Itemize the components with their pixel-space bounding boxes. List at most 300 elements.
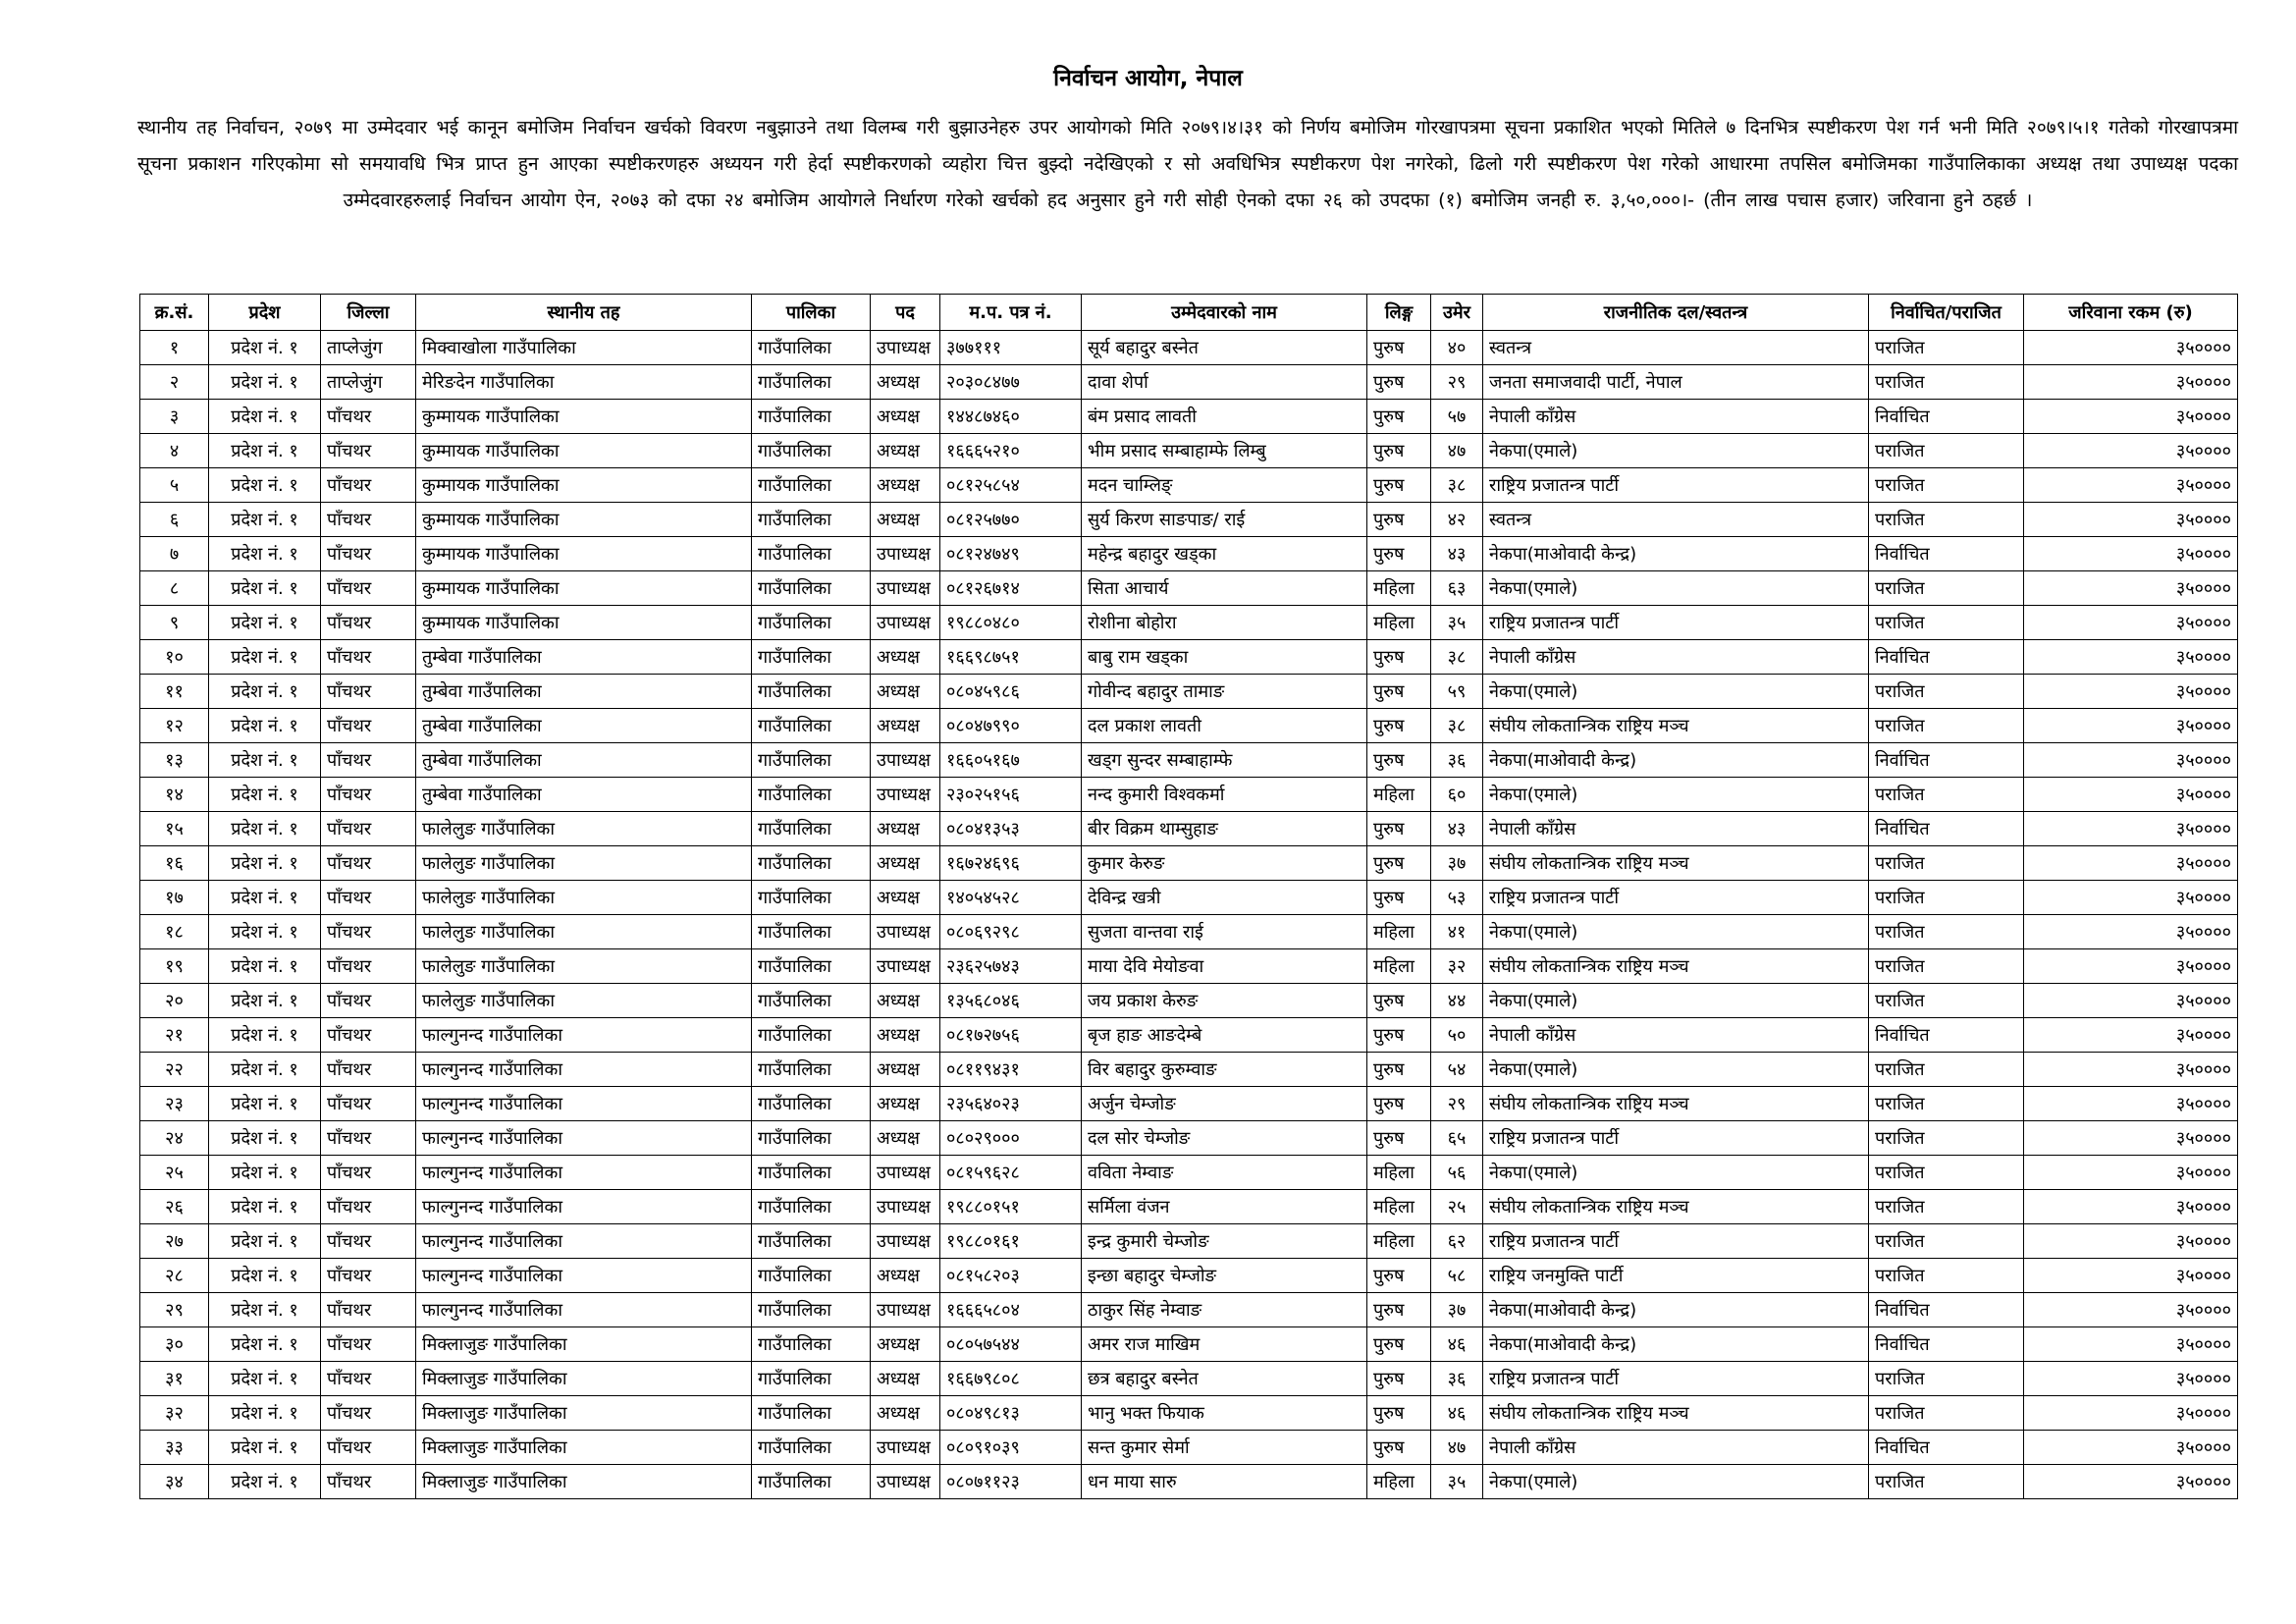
cell-local-level: फालेलुङ गाउँपालिका — [416, 881, 752, 915]
cell-province: प्रदेश नं. १ — [209, 984, 321, 1018]
cell-sn: ३२ — [140, 1396, 209, 1431]
table-row — [140, 365, 2238, 400]
cell-age: ६२ — [1431, 1224, 1483, 1259]
cell-local-level: कुम्मायक गाउँपालिका — [416, 571, 752, 606]
cell-fine: ३५०००० — [2024, 571, 2238, 606]
cell-district: पाँचथर — [321, 1053, 416, 1087]
cell-district: पाँचथर — [321, 571, 416, 606]
cell-post: उपाध्यक्ष — [871, 331, 940, 365]
cell-result: पराजित — [1869, 1053, 2024, 1087]
cell-fine: ३५०००० — [2024, 846, 2238, 881]
cell-local-level: मिक्लाजुङ गाउँपालिका — [416, 1327, 752, 1362]
cell-result: निर्वाचित — [1869, 1327, 2024, 1362]
cell-candidate-name: सुजता वान्तवा राई — [1082, 915, 1367, 949]
cell-palika: गाउँपालिका — [752, 1465, 871, 1499]
cell-district: ताप्लेजुंग — [321, 331, 416, 365]
cell-district: पाँचथर — [321, 1121, 416, 1156]
cell-local-level: तुम्बेवा गाउँपालिका — [416, 640, 752, 675]
cell-result: पराजित — [1869, 1121, 2024, 1156]
cell-candidate-name: गोवीन्द बहादुर तामाङ — [1082, 675, 1367, 709]
cell-local-level: फालेलुङ गाउँपालिका — [416, 812, 752, 846]
cell-palika: गाउँपालिका — [752, 1190, 871, 1224]
cell-voter-id: २३०२५१५६ — [940, 778, 1082, 812]
cell-post: अध्यक्ष — [871, 812, 940, 846]
cell-age: ५७ — [1431, 400, 1483, 434]
cell-result: पराजित — [1869, 1156, 2024, 1190]
cell-palika: गाउँपालिका — [752, 503, 871, 537]
cell-voter-id: ३७७१११ — [940, 331, 1082, 365]
cell-district: पाँचथर — [321, 778, 416, 812]
table-row — [140, 1293, 2238, 1327]
cell-age: ३२ — [1431, 949, 1483, 984]
header-gender: लिङ्ग — [1367, 295, 1431, 331]
cell-local-level: फालेलुङ गाउँपालिका — [416, 984, 752, 1018]
cell-sn: ३१ — [140, 1362, 209, 1396]
cell-district: पाँचथर — [321, 812, 416, 846]
cell-sn: ६ — [140, 503, 209, 537]
cell-sn: २३ — [140, 1087, 209, 1121]
cell-result: पराजित — [1869, 606, 2024, 640]
cell-gender: पुरुष — [1367, 1121, 1431, 1156]
cell-post: उपाध्यक्ष — [871, 1293, 940, 1327]
cell-palika: गाउँपालिका — [752, 468, 871, 503]
cell-gender: पुरुष — [1367, 709, 1431, 743]
cell-voter-id: १४४८७४६० — [940, 400, 1082, 434]
cell-party: नेकपा(माओवादी केन्द्र) — [1483, 1293, 1869, 1327]
header-party: राजनीतिक दल/स्वतन्त्र — [1483, 295, 1869, 331]
cell-gender: पुरुष — [1367, 640, 1431, 675]
cell-candidate-name: भानु भक्त फियाक — [1082, 1396, 1367, 1431]
cell-palika: गाउँपालिका — [752, 606, 871, 640]
table-row — [140, 606, 2238, 640]
cell-age: ५३ — [1431, 881, 1483, 915]
table-row — [140, 812, 2238, 846]
cell-post: अध्यक्ष — [871, 846, 940, 881]
cell-province: प्रदेश नं. १ — [209, 1259, 321, 1293]
table-row — [140, 1053, 2238, 1087]
table-row — [140, 743, 2238, 778]
cell-palika: गाउँपालिका — [752, 365, 871, 400]
cell-local-level: फालेलुङ गाउँपालिका — [416, 915, 752, 949]
table-row — [140, 434, 2238, 468]
cell-result: पराजित — [1869, 1087, 2024, 1121]
cell-candidate-name: बीर विक्रम थाम्सुहाङ — [1082, 812, 1367, 846]
cell-district: पाँचथर — [321, 881, 416, 915]
cell-party: स्वतन्त्र — [1483, 331, 1869, 365]
cell-palika: गाउँपालिका — [752, 984, 871, 1018]
cell-age: ४३ — [1431, 812, 1483, 846]
header-fine: जरिवाना रकम (रु) — [2024, 295, 2238, 331]
cell-province: प्रदेश नं. १ — [209, 743, 321, 778]
cell-palika: गाउँपालिका — [752, 1293, 871, 1327]
cell-result: निर्वाचित — [1869, 537, 2024, 571]
cell-palika: गाउँपालिका — [752, 331, 871, 365]
table-row — [140, 709, 2238, 743]
cell-local-level: तुम्बेवा गाउँपालिका — [416, 709, 752, 743]
cell-palika: गाउँपालिका — [752, 812, 871, 846]
cell-result: पराजित — [1869, 915, 2024, 949]
cell-province: प्रदेश नं. १ — [209, 1431, 321, 1465]
cell-local-level: तुम्बेवा गाउँपालिका — [416, 778, 752, 812]
cell-gender: महिला — [1367, 1465, 1431, 1499]
cell-fine: ३५०००० — [2024, 1087, 2238, 1121]
cell-province: प्रदेश नं. १ — [209, 434, 321, 468]
cell-sn: १८ — [140, 915, 209, 949]
cell-district: पाँचथर — [321, 434, 416, 468]
cell-local-level: मिक्लाजुङ गाउँपालिका — [416, 1431, 752, 1465]
cell-candidate-name: सर्मिला वंजन — [1082, 1190, 1367, 1224]
cell-fine: ३५०००० — [2024, 1327, 2238, 1362]
cell-province: प्रदेश नं. १ — [209, 365, 321, 400]
header-palika: पालिका — [752, 295, 871, 331]
cell-sn: २५ — [140, 1156, 209, 1190]
cell-district: पाँचथर — [321, 1224, 416, 1259]
cell-result: निर्वाचित — [1869, 400, 2024, 434]
cell-fine: ३५०००० — [2024, 812, 2238, 846]
cell-gender: महिला — [1367, 915, 1431, 949]
cell-age: ३६ — [1431, 1362, 1483, 1396]
cell-candidate-name: महेन्द्र बहादुर खड्का — [1082, 537, 1367, 571]
cell-party: राष्ट्रिय प्रजातन्त्र पार्टी — [1483, 881, 1869, 915]
cell-party: नेकपा(माओवादी केन्द्र) — [1483, 1327, 1869, 1362]
cell-age: ४७ — [1431, 434, 1483, 468]
cell-age: ३६ — [1431, 743, 1483, 778]
cell-voter-id: ०८०७११२३ — [940, 1465, 1082, 1499]
cell-local-level: कुम्मायक गाउँपालिका — [416, 434, 752, 468]
cell-candidate-name: छत्र बहादुर बस्नेत — [1082, 1362, 1367, 1396]
cell-local-level: कुम्मायक गाउँपालिका — [416, 537, 752, 571]
cell-district: पाँचथर — [321, 640, 416, 675]
cell-age: ६० — [1431, 778, 1483, 812]
cell-district: पाँचथर — [321, 503, 416, 537]
cell-fine: ३५०००० — [2024, 331, 2238, 365]
cell-fine: ३५०००० — [2024, 1018, 2238, 1053]
table-row — [140, 537, 2238, 571]
cell-voter-id: ०८०६९२९८ — [940, 915, 1082, 949]
cell-post: अध्यक्ष — [871, 1053, 940, 1087]
cell-sn: ३० — [140, 1327, 209, 1362]
cell-district: पाँचथर — [321, 1362, 416, 1396]
cell-voter-id: ०८०२९००० — [940, 1121, 1082, 1156]
cell-district: पाँचथर — [321, 1156, 416, 1190]
cell-local-level: फाल्गुनन्द गाउँपालिका — [416, 1224, 752, 1259]
table-row — [140, 1465, 2238, 1499]
cell-local-level: फाल्गुनन्द गाउँपालिका — [416, 1259, 752, 1293]
cell-gender: पुरुष — [1367, 1259, 1431, 1293]
cell-result: निर्वाचित — [1869, 743, 2024, 778]
cell-province: प्रदेश नं. १ — [209, 812, 321, 846]
cell-gender: पुरुष — [1367, 1362, 1431, 1396]
cell-fine: ३५०००० — [2024, 1121, 2238, 1156]
cell-palika: गाउँपालिका — [752, 1018, 871, 1053]
cell-fine: ३५०००० — [2024, 1293, 2238, 1327]
cell-party: नेकपा(एमाले) — [1483, 1053, 1869, 1087]
cell-sn: २० — [140, 984, 209, 1018]
cell-party: संघीय लोकतान्त्रिक राष्ट्रिय मञ्च — [1483, 1396, 1869, 1431]
table-row — [140, 1018, 2238, 1053]
cell-party: नेपाली काँग्रेस — [1483, 1431, 1869, 1465]
cell-post: अध्यक्ष — [871, 709, 940, 743]
cell-fine: ३५०००० — [2024, 675, 2238, 709]
cell-sn: २ — [140, 365, 209, 400]
cell-fine: ३५०००० — [2024, 1053, 2238, 1087]
cell-fine: ३५०००० — [2024, 778, 2238, 812]
cell-voter-id: ०८११९४३१ — [940, 1053, 1082, 1087]
cell-age: ६५ — [1431, 1121, 1483, 1156]
cell-post: उपाध्यक्ष — [871, 606, 940, 640]
cell-voter-id: ०८१२५७७० — [940, 503, 1082, 537]
cell-gender: पुरुष — [1367, 984, 1431, 1018]
cell-fine: ३५०००० — [2024, 1259, 2238, 1293]
cell-post: उपाध्यक्ष — [871, 1465, 940, 1499]
cell-voter-id: १३५६८०४६ — [940, 984, 1082, 1018]
cell-district: पाँचथर — [321, 949, 416, 984]
cell-gender: पुरुष — [1367, 1018, 1431, 1053]
cell-age: ३५ — [1431, 606, 1483, 640]
cell-party: नेकपा(एमाले) — [1483, 778, 1869, 812]
cell-post: उपाध्यक्ष — [871, 1431, 940, 1465]
cell-result: पराजित — [1869, 1465, 2024, 1499]
cell-post: अध्यक्ष — [871, 881, 940, 915]
cell-post: उपाध्यक्ष — [871, 1224, 940, 1259]
cell-candidate-name: नन्द कुमारी विश्वकर्मा — [1082, 778, 1367, 812]
cell-gender: महिला — [1367, 949, 1431, 984]
cell-candidate-name: सन्त कुमार सेर्मा — [1082, 1431, 1367, 1465]
cell-post: अध्यक्ष — [871, 1362, 940, 1396]
cell-voter-id: ०८१७२७५६ — [940, 1018, 1082, 1053]
cell-local-level: मिक्वाखोला गाउँपालिका — [416, 331, 752, 365]
cell-province: प्रदेश नं. १ — [209, 1156, 321, 1190]
cell-party: नेपाली काँग्रेस — [1483, 812, 1869, 846]
cell-post: अध्यक्ष — [871, 400, 940, 434]
cell-post: उपाध्यक्ष — [871, 949, 940, 984]
table-row — [140, 1362, 2238, 1396]
cell-candidate-name: दल सोर चेम्जोङ — [1082, 1121, 1367, 1156]
cell-local-level: फाल्गुनन्द गाउँपालिका — [416, 1293, 752, 1327]
cell-post: अध्यक्ष — [871, 1087, 940, 1121]
cell-age: ४६ — [1431, 1396, 1483, 1431]
cell-sn: ३४ — [140, 1465, 209, 1499]
cell-palika: गाउँपालिका — [752, 1224, 871, 1259]
cell-district: पाँचथर — [321, 468, 416, 503]
cell-local-level: कुम्मायक गाउँपालिका — [416, 468, 752, 503]
table-body — [140, 331, 2238, 1499]
cell-candidate-name: वविता नेम्वाङ — [1082, 1156, 1367, 1190]
header-voter-id: म.प. पत्र नं. — [940, 295, 1082, 331]
document-title: निर्वाचन आयोग, नेपाल — [1053, 66, 1243, 91]
cell-post: उपाध्यक्ष — [871, 537, 940, 571]
cell-age: ३५ — [1431, 1465, 1483, 1499]
cell-local-level: फाल्गुनन्द गाउँपालिका — [416, 1053, 752, 1087]
cell-sn: ३ — [140, 400, 209, 434]
cell-fine: ३५०००० — [2024, 949, 2238, 984]
cell-fine: ३५०००० — [2024, 468, 2238, 503]
cell-district: पाँचथर — [321, 1327, 416, 1362]
cell-party: नेपाली काँग्रेस — [1483, 1018, 1869, 1053]
cell-province: प्रदेश नं. १ — [209, 571, 321, 606]
cell-age: ५४ — [1431, 1053, 1483, 1087]
cell-district: पाँचथर — [321, 1259, 416, 1293]
cell-candidate-name: सिता आचार्य — [1082, 571, 1367, 606]
cell-age: ५८ — [1431, 1259, 1483, 1293]
cell-gender: पुरुष — [1367, 1087, 1431, 1121]
cell-district: ताप्लेजुंग — [321, 365, 416, 400]
cell-fine: ३५०००० — [2024, 1156, 2238, 1190]
table-row — [140, 1259, 2238, 1293]
cell-fine: ३५०००० — [2024, 537, 2238, 571]
cell-province: प्रदेश नं. १ — [209, 1053, 321, 1087]
cell-palika: गाउँपालिका — [752, 400, 871, 434]
cell-voter-id: ०८१२४७४९ — [940, 537, 1082, 571]
cell-gender: पुरुष — [1367, 1053, 1431, 1087]
cell-voter-id: २०३०८४७७ — [940, 365, 1082, 400]
cell-voter-id: ०८१५९६२८ — [940, 1156, 1082, 1190]
cell-sn: १५ — [140, 812, 209, 846]
cell-sn: २८ — [140, 1259, 209, 1293]
cell-party: नेकपा(माओवादी केन्द्र) — [1483, 537, 1869, 571]
cell-candidate-name: इन्द्र कुमारी चेम्जोङ — [1082, 1224, 1367, 1259]
cell-sn: ८ — [140, 571, 209, 606]
cell-candidate-name: रोशीना बोहोरा — [1082, 606, 1367, 640]
cell-age: ४६ — [1431, 1327, 1483, 1362]
cell-candidate-name: भीम प्रसाद सम्बाहाम्फे लिम्बु — [1082, 434, 1367, 468]
cell-age: ३८ — [1431, 468, 1483, 503]
table-row — [140, 1396, 2238, 1431]
cell-voter-id: १९८८०१६१ — [940, 1224, 1082, 1259]
cell-result: पराजित — [1869, 1396, 2024, 1431]
cell-local-level: कुम्मायक गाउँपालिका — [416, 400, 752, 434]
cell-province: प्रदेश नं. १ — [209, 537, 321, 571]
cell-district: पाँचथर — [321, 400, 416, 434]
cell-result: पराजित — [1869, 949, 2024, 984]
cell-local-level: फालेलुङ गाउँपालिका — [416, 846, 752, 881]
cell-fine: ३५०००० — [2024, 400, 2238, 434]
cell-sn: १ — [140, 331, 209, 365]
cell-palika: गाउँपालिका — [752, 1053, 871, 1087]
cell-sn: १९ — [140, 949, 209, 984]
cell-province: प्रदेश नं. १ — [209, 1362, 321, 1396]
cell-district: पाँचथर — [321, 537, 416, 571]
header-age: उमेर — [1431, 295, 1483, 331]
table-row — [140, 1156, 2238, 1190]
cell-gender: पुरुष — [1367, 434, 1431, 468]
cell-post: अध्यक्ष — [871, 1259, 940, 1293]
cell-province: प्रदेश नं. १ — [209, 1121, 321, 1156]
cell-post: अध्यक्ष — [871, 984, 940, 1018]
cell-result: पराजित — [1869, 881, 2024, 915]
cell-party: राष्ट्रिय प्रजातन्त्र पार्टी — [1483, 1121, 1869, 1156]
cell-sn: १२ — [140, 709, 209, 743]
cell-candidate-name: सुर्य किरण साङपाङ/ राई — [1082, 503, 1367, 537]
table-row — [140, 331, 2238, 365]
cell-district: पाँचथर — [321, 743, 416, 778]
cell-fine: ३५०००० — [2024, 1224, 2238, 1259]
cell-result: पराजित — [1869, 709, 2024, 743]
cell-fine: ३५०००० — [2024, 640, 2238, 675]
cell-voter-id: ०८१२६७१४ — [940, 571, 1082, 606]
cell-post: उपाध्यक्ष — [871, 915, 940, 949]
table-row — [140, 400, 2238, 434]
cell-palika: गाउँपालिका — [752, 1431, 871, 1465]
cell-palika: गाउँपालिका — [752, 1121, 871, 1156]
cell-palika: गाउँपालिका — [752, 434, 871, 468]
cell-age: ५९ — [1431, 675, 1483, 709]
cell-fine: ३५०००० — [2024, 1396, 2238, 1431]
cell-voter-id: १६६०५१६७ — [940, 743, 1082, 778]
cell-voter-id: ०८०४१३५३ — [940, 812, 1082, 846]
cell-province: प्रदेश नं. १ — [209, 606, 321, 640]
cell-post: अध्यक्ष — [871, 675, 940, 709]
cell-district: पाँचथर — [321, 1087, 416, 1121]
cell-district: पाँचथर — [321, 846, 416, 881]
cell-province: प्रदेश नं. १ — [209, 503, 321, 537]
cell-sn: १० — [140, 640, 209, 675]
cell-sn: २१ — [140, 1018, 209, 1053]
cell-sn: २७ — [140, 1224, 209, 1259]
cell-party: स्वतन्त्र — [1483, 503, 1869, 537]
table-row — [140, 675, 2238, 709]
cell-gender: पुरुष — [1367, 812, 1431, 846]
cell-party: नेकपा(एमाले) — [1483, 434, 1869, 468]
cell-fine: ३५०००० — [2024, 503, 2238, 537]
cell-voter-id: १६६९८७५१ — [940, 640, 1082, 675]
cell-party: राष्ट्रिय प्रजातन्त्र पार्टी — [1483, 1224, 1869, 1259]
cell-age: २९ — [1431, 1087, 1483, 1121]
cell-palika: गाउँपालिका — [752, 537, 871, 571]
cell-gender: महिला — [1367, 571, 1431, 606]
cell-palika: गाउँपालिका — [752, 949, 871, 984]
cell-local-level: फाल्गुनन्द गाउँपालिका — [416, 1018, 752, 1053]
cell-voter-id: १९८८०१५१ — [940, 1190, 1082, 1224]
cell-age: ४२ — [1431, 503, 1483, 537]
cell-province: प्रदेश नं. १ — [209, 468, 321, 503]
cell-post: अध्यक्ष — [871, 1018, 940, 1053]
cell-age: २५ — [1431, 1190, 1483, 1224]
cell-candidate-name: दल प्रकाश लावती — [1082, 709, 1367, 743]
cell-age: ४४ — [1431, 984, 1483, 1018]
cell-candidate-name: देविन्द्र खत्री — [1082, 881, 1367, 915]
cell-party: संघीय लोकतान्त्रिक राष्ट्रिय मञ्च — [1483, 1190, 1869, 1224]
cell-party: संघीय लोकतान्त्रिक राष्ट्रिय मञ्च — [1483, 1087, 1869, 1121]
cell-party: संघीय लोकतान्त्रिक राष्ट्रिय मञ्च — [1483, 949, 1869, 984]
cell-party: नेकपा(माओवादी केन्द्र) — [1483, 743, 1869, 778]
cell-party: नेपाली काँग्रेस — [1483, 400, 1869, 434]
cell-fine: ३५०००० — [2024, 743, 2238, 778]
cell-result: पराजित — [1869, 675, 2024, 709]
cell-post: अध्यक्ष — [871, 503, 940, 537]
cell-gender: महिला — [1367, 778, 1431, 812]
cell-sn: ४ — [140, 434, 209, 468]
cell-party: नेकपा(एमाले) — [1483, 915, 1869, 949]
cell-province: प्रदेश नं. १ — [209, 1293, 321, 1327]
cell-local-level: कुम्मायक गाउँपालिका — [416, 503, 752, 537]
cell-result: निर्वाचित — [1869, 812, 2024, 846]
cell-district: पाँचथर — [321, 709, 416, 743]
cell-fine: ३५०००० — [2024, 1190, 2238, 1224]
cell-gender: पुरुष — [1367, 537, 1431, 571]
cell-palika: गाउँपालिका — [752, 1327, 871, 1362]
cell-sn: १७ — [140, 881, 209, 915]
cell-age: ५० — [1431, 1018, 1483, 1053]
cell-age: ३८ — [1431, 640, 1483, 675]
cell-district: पाँचथर — [321, 915, 416, 949]
cell-party: नेपाली काँग्रेस — [1483, 640, 1869, 675]
cell-sn: २२ — [140, 1053, 209, 1087]
cell-candidate-name: अमर राज माखिम — [1082, 1327, 1367, 1362]
cell-voter-id: ०८०४७९९० — [940, 709, 1082, 743]
cell-voter-id: १६६७९८०८ — [940, 1362, 1082, 1396]
cell-post: उपाध्यक्ष — [871, 743, 940, 778]
